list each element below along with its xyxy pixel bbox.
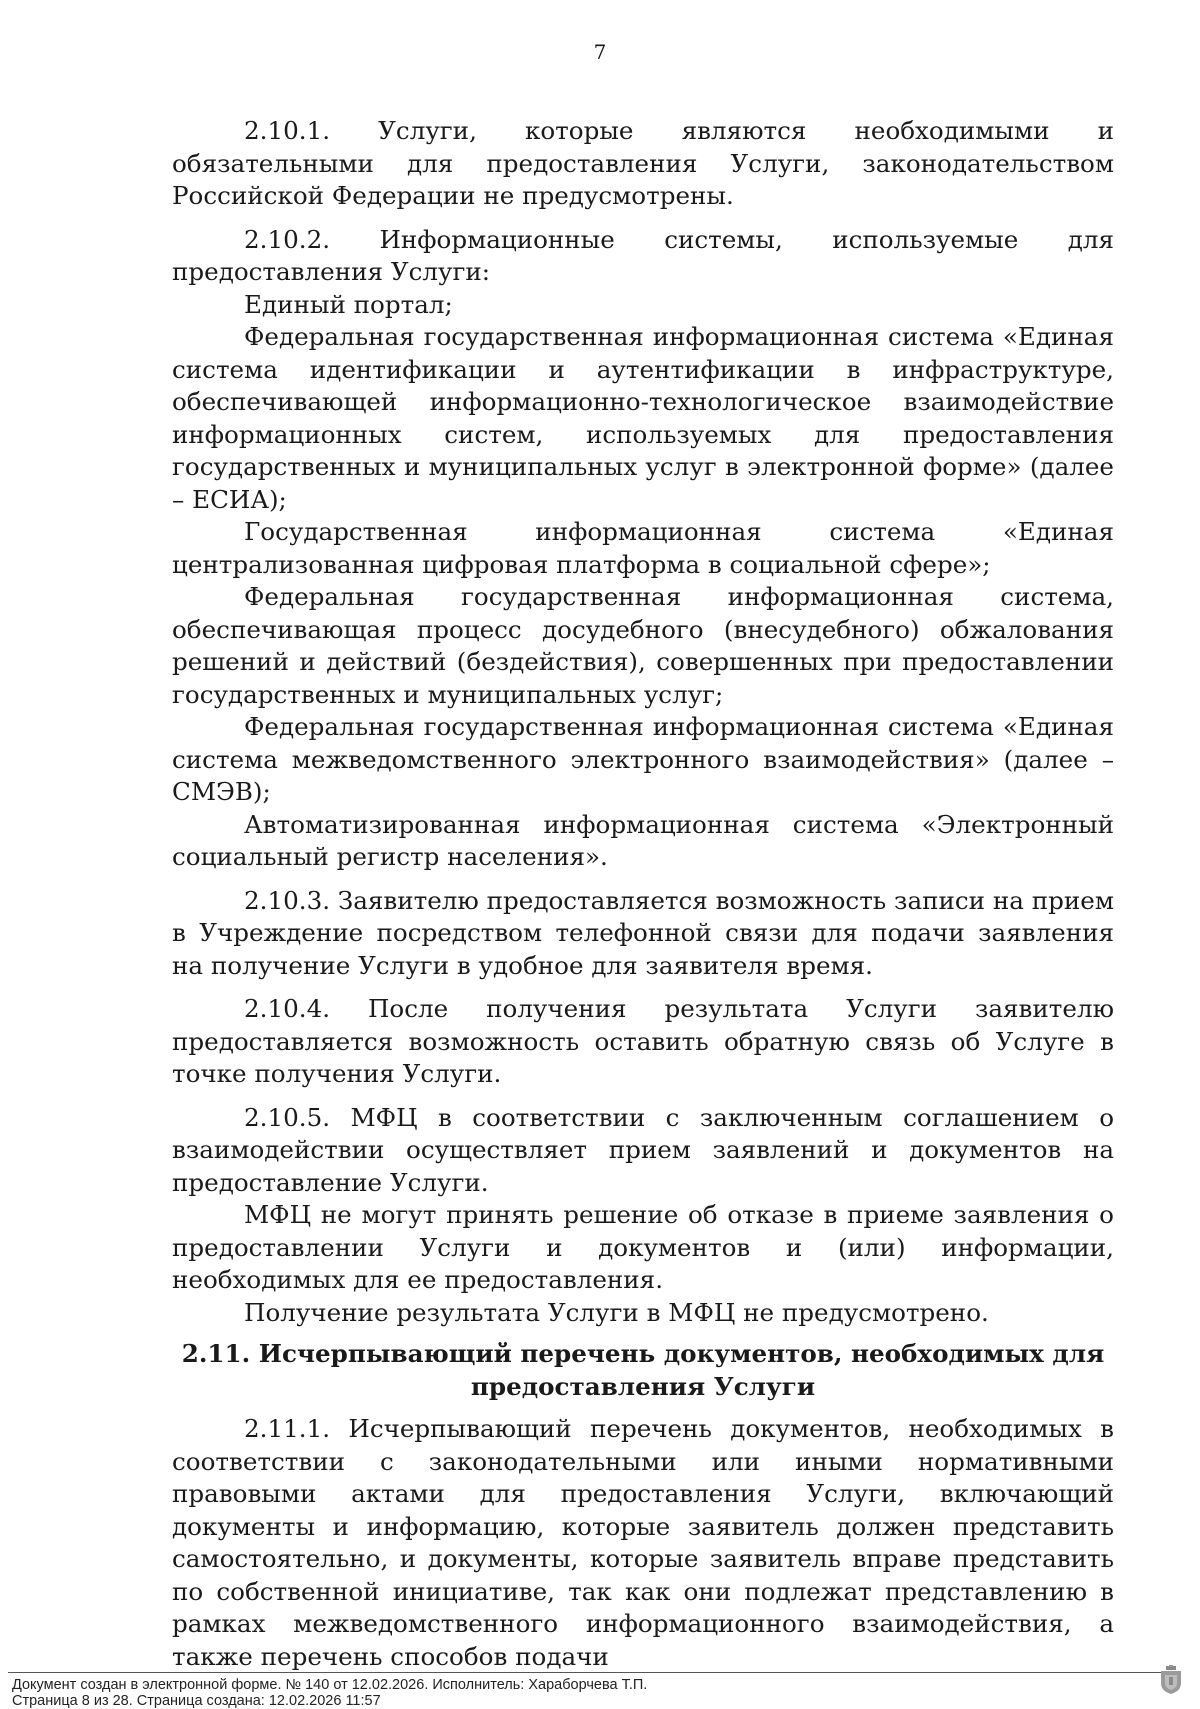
- paragraph-2-10-1: 2.10.1. Услуги, которые являются необходимыми и обязательными для предоставления Услуги, законодательством Российской Федерации не предусмотрены.: [172, 116, 1114, 210]
- paragraph-2-10-4: 2.10.4. После получения результата Услуги заявителю предоставляется возможность оставить обратную связь об Услуге в точке получения Услуги.: [172, 994, 1114, 1088]
- list-item-esia: Федеральная государственная информационная система «Единая система идентификации и аутентификации в инфраструктуре, обеспечивающей информационно-технологическое взаимодействие информационных систем, используемых для предоставления государственных и муниципальных услуг в электронной форме» (далее – ЕСИА);: [172, 322, 1114, 514]
- paragraph-2-10-2: 2.10.2. Информационные системы, используемые для предоставления Услуги:: [172, 224, 1114, 286]
- section-heading-2-11: [172, 1338, 1114, 1403]
- footer: [12, 1677, 647, 1709]
- paragraph-2-10-5: 2.10.5. МФЦ в соответствии с заключенным соглашением о взаимодействии осуществляет прием заявлений и документов на предоставление Услуги.: [172, 1102, 1114, 1197]
- list-item-unified-portal: Единый портал;: [244, 289, 453, 319]
- coat-of-arms-icon: [1158, 1665, 1184, 1695]
- paragraph-2-10-3: 2.10.3. Заявителю предоставляется возможность записи на прием в Учреждение посредством телефонной связи для подачи заявления на получение Услуги в удобное для заявителя время.: [172, 885, 1114, 980]
- list-item-social-register: Автоматизированная информационная система «Электронный социальный регистр населения».: [172, 809, 1114, 871]
- section-heading-line-2: предоставления Услуги: [470, 1371, 816, 1401]
- document-body: [172, 115, 1114, 1673]
- section-heading-line-1: 2.11. Исчерпывающий перечень документов, необходимых для: [181, 1339, 1105, 1368]
- paragraph-mfc-refusal: МФЦ не могут принять решение об отказе в приеме заявления о предоставлении Услуги и документов и (или) информации, необходимых для ее предоставления.: [172, 1200, 1114, 1294]
- footer-divider: [8, 1672, 1170, 1673]
- list-item-social-platform: Государственная информационная система «Единая централизованная цифровая платформа в социальной сфере»;: [172, 517, 1114, 579]
- footer-line-1: Документ создан в электронной форме. № 140 от 12.02.2026. Исполнитель: Хараборчева Т.П.: [12, 1677, 648, 1693]
- paragraph-mfc-result: Получение результата Услуги в МФЦ не предусмотрено.: [244, 1297, 989, 1327]
- list-item-smev: Федеральная государственная информационная система «Единая система межведомственного электронного взаимодействия» (далее – СМЭВ);: [172, 712, 1114, 806]
- page-number: 7: [593, 40, 607, 64]
- paragraph-2-11-1: 2.11.1. Исчерпывающий перечень документов, необходимых в соответствии с законодательными или иными нормативными правовыми актами для предоставления Услуги, включающий документы и информацию, которые заявитель должен представить самостоятельно, и документы, которые заявитель вправе представить по собственной инициативе, так как они подлежат представлению в рамках межведомственного информационного взаимодействия, а также перечень способов подачи: [172, 1414, 1114, 1671]
- footer-line-2: Страница 8 из 28. Страница создана: 12.02.2026 11:57: [12, 1693, 381, 1709]
- list-item-appeal-system: Федеральная государственная информационная система, обеспечивающая процесс досудебного (внесудебного) обжалования решений и действий (бездействия), совершенных при предоставлении государственных и муниципальных услуг;: [172, 582, 1114, 709]
